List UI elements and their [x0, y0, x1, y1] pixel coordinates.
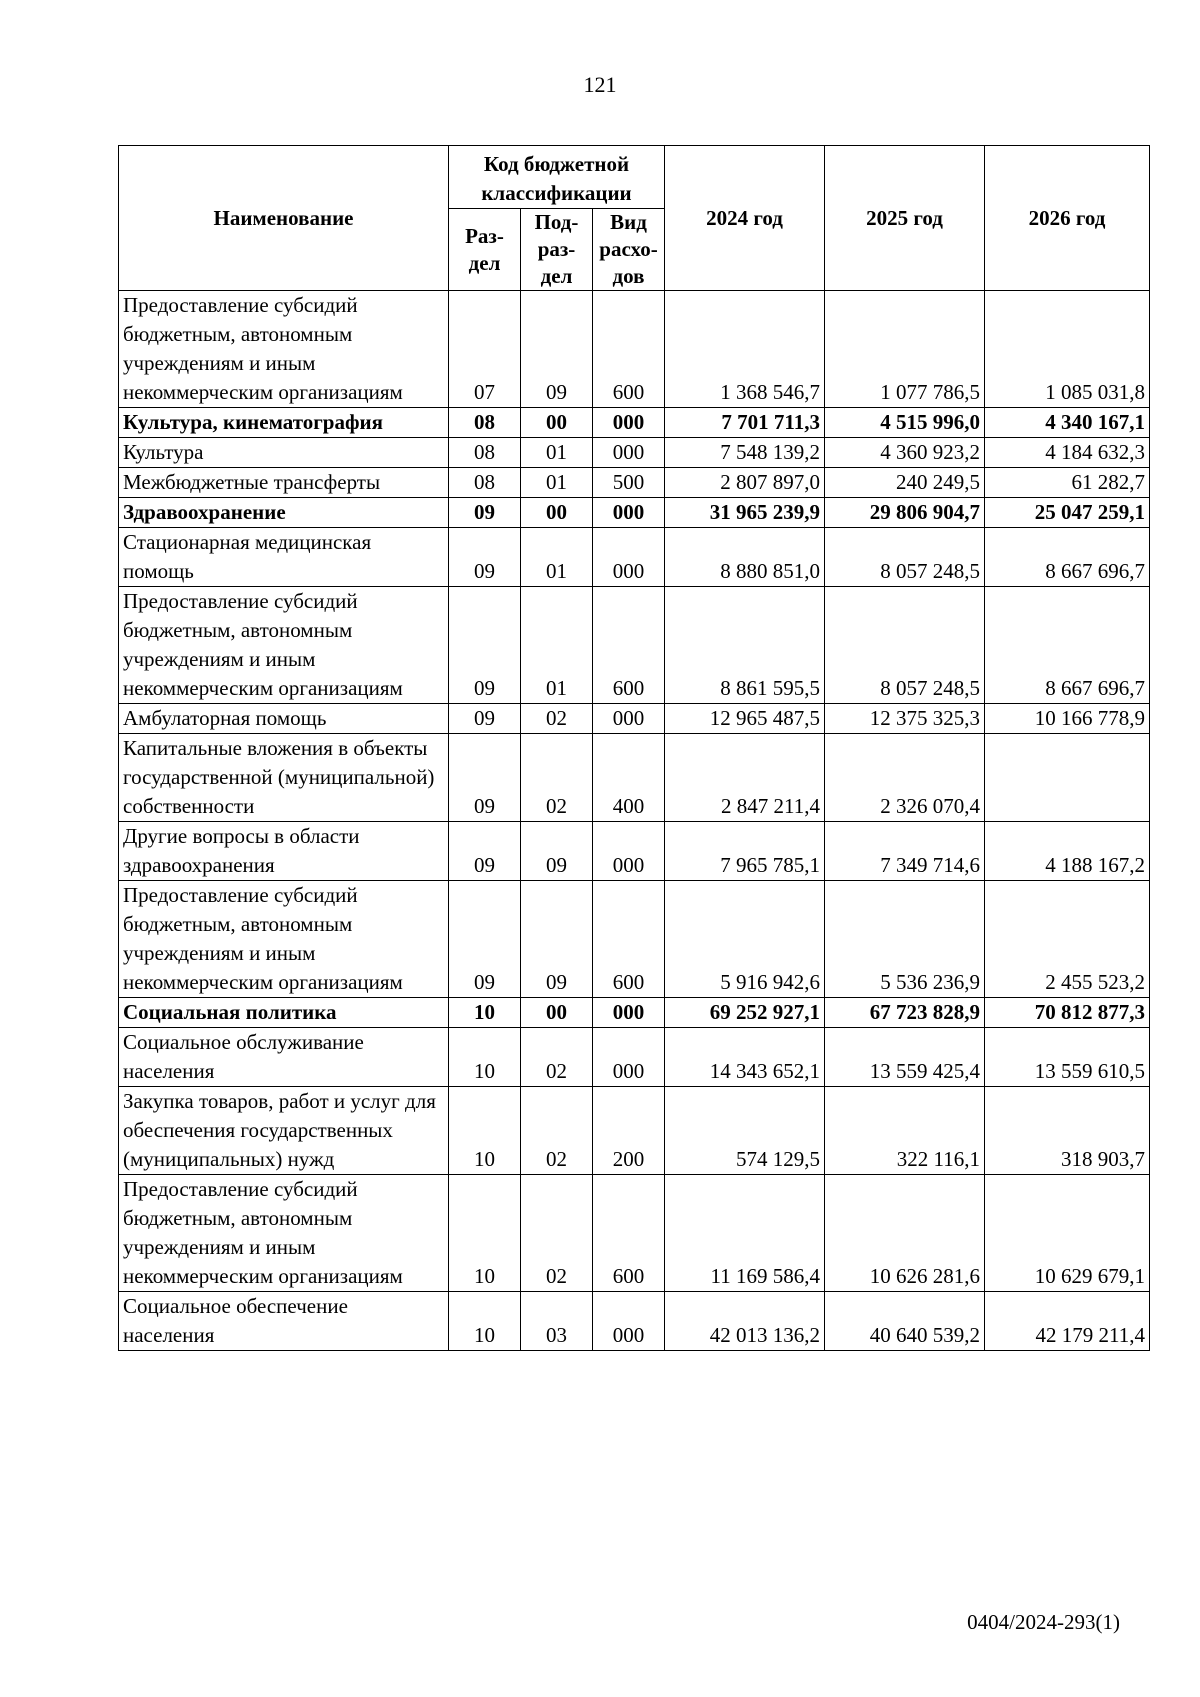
row-name: Социальное обеспечение населения: [119, 1292, 449, 1351]
row-expense-type: 000: [593, 498, 665, 528]
table-row: [119, 1175, 1150, 1292]
row-value-2025: 2 326 070,4: [825, 734, 985, 822]
row-value-2026: [985, 734, 1150, 822]
table-row: [119, 1292, 1150, 1351]
row-expense-type: 500: [593, 468, 665, 498]
header-section: Раз-дел: [449, 209, 521, 291]
row-subsection: 00: [521, 408, 593, 438]
row-value-2025: 7 349 714,6: [825, 822, 985, 881]
row-value-2026: 10 629 679,1: [985, 1175, 1150, 1292]
table-row: [119, 291, 1150, 408]
row-subsection: 02: [521, 734, 593, 822]
row-value-2025: 8 057 248,5: [825, 587, 985, 704]
document-code: 0404/2024-293(1): [967, 1610, 1120, 1634]
row-value-2025: 4 515 996,0: [825, 408, 985, 438]
row-subsection: 00: [521, 498, 593, 528]
row-subsection: 02: [521, 1028, 593, 1087]
row-expense-type: 600: [593, 1175, 665, 1292]
table-row: [119, 704, 1150, 734]
header-row-1: [119, 146, 1150, 209]
header-expense-type: Вид расхо-дов: [593, 209, 665, 291]
row-section: 09: [449, 734, 521, 822]
row-section: 08: [449, 408, 521, 438]
row-value-2026: 4 340 167,1: [985, 408, 1150, 438]
row-expense-type: 600: [593, 587, 665, 704]
row-value-2026: 42 179 211,4: [985, 1292, 1150, 1351]
row-name: Закупка товаров, работ и услуг для обеспечения государственных (муниципальных) нужд: [119, 1087, 449, 1175]
row-subsection: 01: [521, 438, 593, 468]
row-name: Социальное обслуживание населения: [119, 1028, 449, 1087]
row-subsection: 09: [521, 822, 593, 881]
row-value-2026: 318 903,7: [985, 1087, 1150, 1175]
row-value-2025: 67 723 828,9: [825, 998, 985, 1028]
header-code-group: Код бюджетной классификации: [449, 146, 665, 209]
row-section: 07: [449, 291, 521, 408]
row-value-2026: 2 455 523,2: [985, 881, 1150, 998]
row-name: Амбулаторная помощь: [119, 704, 449, 734]
row-name: Социальная политика: [119, 998, 449, 1028]
row-value-2024: 69 252 927,1: [665, 998, 825, 1028]
row-section: 10: [449, 1175, 521, 1292]
row-expense-type: 000: [593, 998, 665, 1028]
row-subsection: 01: [521, 528, 593, 587]
row-value-2025: 5 536 236,9: [825, 881, 985, 998]
row-value-2025: 4 360 923,2: [825, 438, 985, 468]
row-section: 08: [449, 438, 521, 468]
table-row: [119, 438, 1150, 468]
row-value-2024: 42 013 136,2: [665, 1292, 825, 1351]
row-value-2026: 61 282,7: [985, 468, 1150, 498]
row-value-2026: 25 047 259,1: [985, 498, 1150, 528]
table-row: [119, 998, 1150, 1028]
header-subsection: Под-раз-дел: [521, 209, 593, 291]
row-name: Стационарная медицинская помощь: [119, 528, 449, 587]
row-value-2025: 13 559 425,4: [825, 1028, 985, 1087]
row-name: Капитальные вложения в объекты государственной (муниципальной) собственности: [119, 734, 449, 822]
row-expense-type: 600: [593, 291, 665, 408]
row-expense-type: 000: [593, 822, 665, 881]
row-value-2025: 240 249,5: [825, 468, 985, 498]
row-value-2024: 14 343 652,1: [665, 1028, 825, 1087]
row-value-2024: 31 965 239,9: [665, 498, 825, 528]
table-row: [119, 1087, 1150, 1175]
row-value-2026: 10 166 778,9: [985, 704, 1150, 734]
row-value-2024: 11 169 586,4: [665, 1175, 825, 1292]
row-expense-type: 000: [593, 528, 665, 587]
table-row: [119, 734, 1150, 822]
row-value-2025: 10 626 281,6: [825, 1175, 985, 1292]
row-value-2025: 29 806 904,7: [825, 498, 985, 528]
header-name: Наименование: [119, 146, 449, 291]
row-value-2024: 2 807 897,0: [665, 468, 825, 498]
table-row: [119, 587, 1150, 704]
row-value-2026: 70 812 877,3: [985, 998, 1150, 1028]
row-value-2024: 574 129,5: [665, 1087, 825, 1175]
row-section: 10: [449, 1087, 521, 1175]
row-value-2024: 7 548 139,2: [665, 438, 825, 468]
table-row: [119, 468, 1150, 498]
row-name: Здравоохранение: [119, 498, 449, 528]
row-section: 08: [449, 468, 521, 498]
row-value-2024: 7 701 711,3: [665, 408, 825, 438]
row-section: 09: [449, 587, 521, 704]
table-row: [119, 822, 1150, 881]
row-subsection: 02: [521, 704, 593, 734]
row-value-2025: 1 077 786,5: [825, 291, 985, 408]
header-2025: 2025 год: [825, 146, 985, 291]
table-row: [119, 1028, 1150, 1087]
row-subsection: 02: [521, 1175, 593, 1292]
row-value-2024: 7 965 785,1: [665, 822, 825, 881]
row-name: Другие вопросы в области здравоохранения: [119, 822, 449, 881]
table-row: [119, 498, 1150, 528]
row-subsection: 09: [521, 291, 593, 408]
row-value-2024: 12 965 487,5: [665, 704, 825, 734]
row-name: Предоставление субсидий бюджетным, автономным учреждениям и иным некоммерческим организациям: [119, 291, 449, 408]
table-row: [119, 881, 1150, 998]
row-section: 10: [449, 998, 521, 1028]
row-name: Предоставление субсидий бюджетным, автономным учреждениям и иным некоммерческим организациям: [119, 1175, 449, 1292]
row-section: 09: [449, 498, 521, 528]
row-expense-type: 000: [593, 1028, 665, 1087]
row-name: Предоставление субсидий бюджетным, автономным учреждениям и иным некоммерческим организациям: [119, 587, 449, 704]
row-subsection: 01: [521, 468, 593, 498]
row-value-2025: 322 116,1: [825, 1087, 985, 1175]
header-2026: 2026 год: [985, 146, 1150, 291]
header-2024: 2024 год: [665, 146, 825, 291]
row-value-2026: 8 667 696,7: [985, 528, 1150, 587]
row-expense-type: 600: [593, 881, 665, 998]
row-section: 09: [449, 822, 521, 881]
row-subsection: 00: [521, 998, 593, 1028]
row-expense-type: 200: [593, 1087, 665, 1175]
row-expense-type: 000: [593, 438, 665, 468]
row-expense-type: 000: [593, 1292, 665, 1351]
budget-table: [118, 145, 1150, 1351]
row-section: 09: [449, 704, 521, 734]
row-expense-type: 000: [593, 408, 665, 438]
row-value-2026: 8 667 696,7: [985, 587, 1150, 704]
row-value-2024: 5 916 942,6: [665, 881, 825, 998]
row-value-2024: 2 847 211,4: [665, 734, 825, 822]
row-section: 09: [449, 528, 521, 587]
row-subsection: 03: [521, 1292, 593, 1351]
row-value-2025: 8 057 248,5: [825, 528, 985, 587]
row-subsection: 01: [521, 587, 593, 704]
row-section: 10: [449, 1028, 521, 1087]
row-value-2024: 1 368 546,7: [665, 291, 825, 408]
table-row: [119, 528, 1150, 587]
table-body: [119, 291, 1150, 1351]
row-subsection: 09: [521, 881, 593, 998]
row-value-2026: 13 559 610,5: [985, 1028, 1150, 1087]
row-name: Предоставление субсидий бюджетным, автономным учреждениям и иным некоммерческим организациям: [119, 881, 449, 998]
row-expense-type: 000: [593, 704, 665, 734]
row-value-2026: 4 184 632,3: [985, 438, 1150, 468]
row-expense-type: 400: [593, 734, 665, 822]
table-row: [119, 408, 1150, 438]
row-subsection: 02: [521, 1087, 593, 1175]
row-value-2024: 8 880 851,0: [665, 528, 825, 587]
row-value-2026: 4 188 167,2: [985, 822, 1150, 881]
row-section: 09: [449, 881, 521, 998]
row-value-2024: 8 861 595,5: [665, 587, 825, 704]
row-value-2026: 1 085 031,8: [985, 291, 1150, 408]
row-value-2025: 40 640 539,2: [825, 1292, 985, 1351]
row-name: Культура: [119, 438, 449, 468]
row-name: Межбюджетные трансферты: [119, 468, 449, 498]
row-value-2025: 12 375 325,3: [825, 704, 985, 734]
row-name: Культура, кинематография: [119, 408, 449, 438]
page-number: 121: [583, 72, 617, 97]
row-section: 10: [449, 1292, 521, 1351]
